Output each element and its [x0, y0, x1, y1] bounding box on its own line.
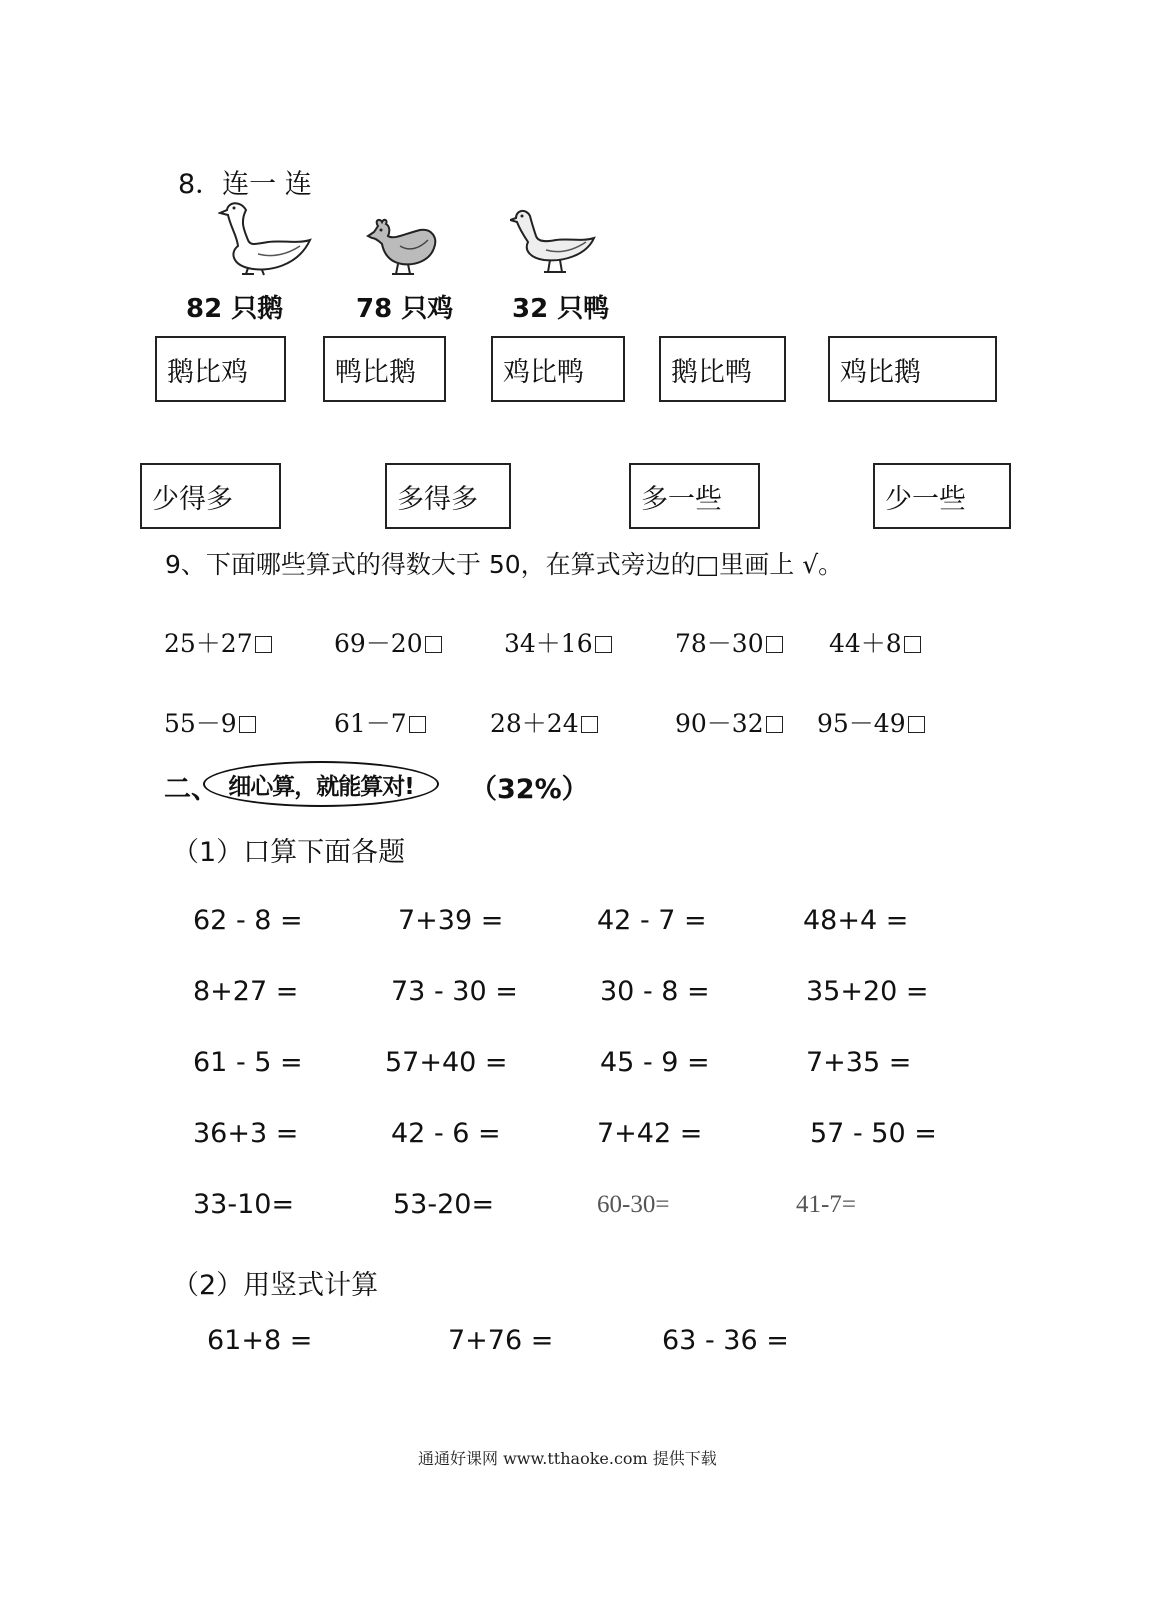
- answer-checkbox[interactable]: [255, 636, 272, 653]
- goose-label: 82 只鹅: [186, 294, 284, 324]
- section-2-percent: （32%）: [470, 774, 589, 805]
- option-box-a-bit-more[interactable]: 多一些: [629, 463, 760, 529]
- mental-math-item: 30 - 8 =: [600, 976, 710, 1007]
- question-8-title: 8．连一 连: [178, 169, 312, 200]
- pair-box-chicken-duck[interactable]: 鸡比鸭: [491, 336, 625, 402]
- footer-text: 通通好课网 www.tthaoke.com 提供下载: [418, 1449, 717, 1468]
- q9-expression[interactable]: 44＋8: [829, 624, 921, 660]
- q9-expression[interactable]: 95－49: [817, 704, 925, 740]
- vertical-calc-item: 7+76 =: [448, 1325, 554, 1356]
- mental-math-item: 7+35 =: [806, 1047, 912, 1078]
- mental-math-item: 41-7=: [796, 1191, 856, 1218]
- q9-expression[interactable]: 90－32: [675, 704, 783, 740]
- option-box-much-less[interactable]: 少得多: [140, 463, 281, 529]
- pair-box-chicken-goose[interactable]: 鸡比鹅: [828, 336, 997, 402]
- q9-expression[interactable]: 78－30: [675, 624, 783, 660]
- q9-expression[interactable]: 34＋16: [504, 624, 612, 660]
- mental-math-item: 57+40 =: [385, 1047, 508, 1078]
- option-box-a-bit-less[interactable]: 少一些: [873, 463, 1011, 529]
- mental-math-item: 62 - 8 =: [193, 905, 303, 936]
- answer-checkbox[interactable]: [766, 716, 783, 733]
- part-1-title: （1）口算下面各题: [172, 837, 406, 868]
- mental-math-item: 60-30=: [597, 1191, 670, 1218]
- answer-checkbox[interactable]: [766, 636, 783, 653]
- option-box-much-more[interactable]: 多得多: [385, 463, 511, 529]
- section-2-badge: [203, 761, 439, 807]
- mental-math-item: 42 - 6 =: [391, 1118, 501, 1149]
- pair-box-goose-duck[interactable]: 鹅比鸭: [659, 336, 786, 402]
- mental-math-item: 73 - 30 =: [391, 976, 518, 1007]
- mental-math-item: 35+20 =: [806, 976, 929, 1007]
- answer-checkbox[interactable]: [904, 636, 921, 653]
- mental-math-item: 48+4 =: [803, 905, 909, 936]
- duck-label: 32 只鸭: [512, 294, 610, 324]
- mental-math-item: 36+3 =: [193, 1118, 299, 1149]
- pair-box-duck-goose[interactable]: 鸭比鹅: [323, 336, 446, 402]
- answer-checkbox[interactable]: [409, 716, 426, 733]
- chicken-icon: [364, 216, 440, 278]
- mental-math-item: 42 - 7 =: [597, 905, 707, 936]
- answer-checkbox[interactable]: [908, 716, 925, 733]
- answer-checkbox[interactable]: [595, 636, 612, 653]
- duck-icon: [510, 206, 598, 276]
- q9-expression[interactable]: 61－7: [334, 704, 426, 740]
- answer-checkbox[interactable]: [425, 636, 442, 653]
- chicken-label: 78 只鸡: [356, 294, 454, 324]
- section-2-badge-text: 细心算，就能算对!: [228, 773, 414, 800]
- mental-math-item: 7+42 =: [597, 1118, 703, 1149]
- question-9-title: 9、下面哪些算式的得数大于 50，在算式旁边的□里画上 √。: [165, 550, 844, 579]
- mental-math-item: 53-20=: [393, 1189, 495, 1220]
- vertical-calc-item: 61+8 =: [207, 1325, 313, 1356]
- mental-math-item: 57 - 50 =: [810, 1118, 937, 1149]
- mental-math-item: 33-10=: [193, 1189, 295, 1220]
- vertical-calc-item: 63 - 36 =: [662, 1325, 789, 1356]
- answer-checkbox[interactable]: [581, 716, 598, 733]
- q9-expression[interactable]: 28＋24: [490, 704, 598, 740]
- section-2-prefix: 二、: [164, 774, 218, 805]
- mental-math-item: 8+27 =: [193, 976, 299, 1007]
- q9-expression[interactable]: 55－9: [164, 704, 256, 740]
- q9-expression[interactable]: 25＋27: [164, 624, 272, 660]
- part-2-title: （2）用竖式计算: [172, 1270, 379, 1301]
- mental-math-item: 61 - 5 =: [193, 1047, 303, 1078]
- answer-checkbox[interactable]: [239, 716, 256, 733]
- q9-expression[interactable]: 69－20: [334, 624, 442, 660]
- mental-math-item: 7+39 =: [398, 905, 504, 936]
- pair-box-goose-chicken[interactable]: 鹅比鸡: [155, 336, 286, 402]
- goose-icon: [218, 196, 316, 276]
- mental-math-item: 45 - 9 =: [600, 1047, 710, 1078]
